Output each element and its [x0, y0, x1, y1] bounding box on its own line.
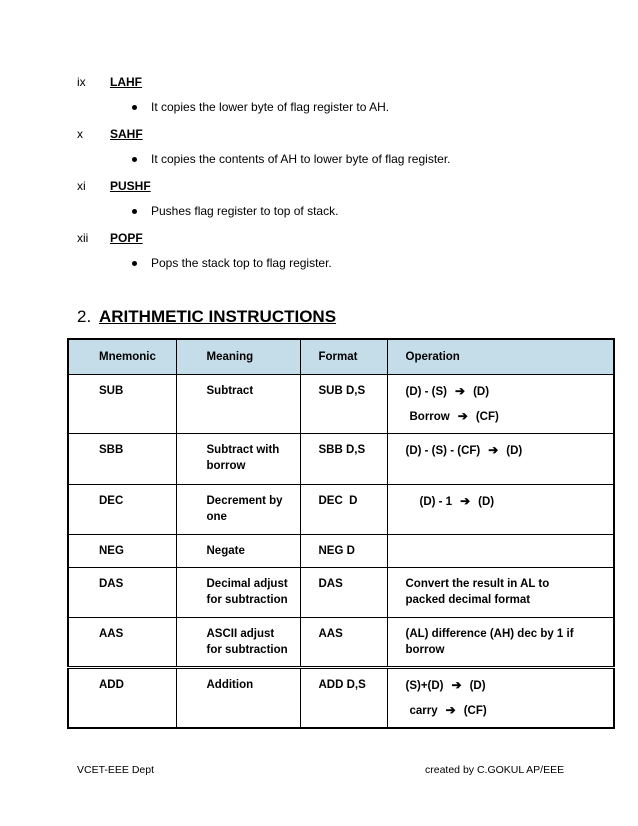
op-lhs: (D) - (S) [405, 386, 448, 398]
cell-format: DEC D [318, 495, 358, 507]
bullet-icon [132, 209, 137, 214]
item-number-xi: xi [77, 179, 86, 193]
section-number: 2. [77, 307, 92, 326]
cell-mnemonic: NEG [99, 545, 124, 557]
op-lhs: (D) - (S) - (CF) [405, 445, 481, 457]
op-lhs: (D) - 1 [419, 496, 453, 508]
op-lhs: carry [409, 705, 438, 717]
header-operation: Operation [387, 339, 614, 375]
table-row [68, 568, 614, 618]
desc-text: Pops the stack top to flag register. [151, 256, 332, 270]
cell-operation [406, 669, 614, 719]
cell-meaning: Addition [206, 679, 254, 691]
section-title: ARITHMETIC INSTRUCTIONS [99, 307, 337, 326]
footer-left: VCET-EEE Dept [77, 764, 155, 776]
cell-mnemonic: SUB [99, 385, 124, 397]
cell-format: AAS [318, 628, 343, 640]
footer-right: created by C.GOKUL AP/EEE [425, 764, 565, 776]
cell-format: SBB D,S [318, 444, 366, 456]
cell-operation [406, 375, 614, 425]
table-header-row [68, 339, 614, 375]
cell-operation [406, 535, 614, 543]
header-meaning: Meaning [176, 339, 300, 375]
desc-text: It copies the lower byte of flag register to AH. [151, 100, 390, 114]
op-rhs: (D) [473, 386, 490, 398]
list-item-sahf-desc [132, 152, 451, 166]
op-rhs: (CF) [463, 705, 487, 717]
cell-meaning: Negate [206, 545, 245, 557]
cell-operation: Convert the result in AL to packed decimal format [405, 578, 550, 606]
cell-meaning: Subtract [206, 385, 254, 397]
cell-format: ADD D,S [318, 679, 366, 691]
cell-meaning: ASCII adjust for subtraction [206, 628, 288, 656]
cell-meaning: Decrement by one [206, 495, 283, 523]
table-row [68, 535, 614, 568]
table-row [68, 485, 614, 535]
op-rhs: (D) [506, 445, 523, 457]
op-lhs: (S)+(D) [405, 680, 444, 692]
arrow-right-icon: ➔ [455, 384, 466, 398]
item-number-xii: xii [77, 231, 89, 245]
table-row [68, 375, 614, 434]
cell-format: NEG D [318, 545, 355, 557]
mnemonic-pushf: PUSHF [110, 179, 151, 193]
op-rhs: (CF) [475, 411, 499, 423]
item-number-x: x [77, 127, 83, 141]
cell-operation [406, 434, 614, 459]
arrow-right-icon: ➔ [445, 703, 456, 717]
cell-operation [406, 485, 614, 510]
mnemonic-popf: POPF [110, 231, 143, 245]
cell-mnemonic: DAS [99, 578, 124, 590]
op-rhs: (D) [469, 680, 486, 692]
table-row [68, 668, 614, 728]
cell-meaning: Subtract with borrow [206, 444, 280, 472]
cell-format: SUB D,S [318, 385, 366, 397]
arrow-right-icon: ➔ [460, 494, 471, 508]
item-number-ix: ix [77, 75, 86, 89]
bullet-icon [132, 157, 137, 162]
cell-operation: (AL) difference (AH) dec by 1 if borrow [405, 628, 574, 656]
header-format: Format [300, 339, 387, 375]
op-lhs: Borrow [409, 411, 450, 423]
arithmetic-instructions-table [67, 338, 615, 729]
cell-meaning: Decimal adjust for subtraction [206, 578, 288, 606]
op-rhs: (D) [478, 496, 495, 508]
mnemonic-lahf: LAHF [110, 75, 142, 89]
arrow-right-icon: ➔ [488, 443, 499, 457]
bullet-icon [132, 105, 137, 110]
cell-mnemonic: ADD [99, 679, 124, 691]
list-item-lahf-desc [132, 100, 389, 114]
desc-text: Pushes flag register to top of stack. [151, 204, 339, 218]
cell-mnemonic: AAS [99, 628, 124, 640]
list-item-pushf-desc [132, 204, 338, 218]
cell-format: DAS [318, 578, 343, 590]
header-mnemonic: Mnemonic [68, 339, 176, 375]
cell-mnemonic: DEC [99, 495, 124, 507]
table-row [68, 618, 614, 668]
desc-text: It copies the contents of AH to lower byte of flag register. [151, 152, 451, 166]
arrow-right-icon: ➔ [457, 409, 468, 423]
mnemonic-sahf: SAHF [110, 127, 143, 141]
table-row [68, 434, 614, 485]
bullet-icon [132, 261, 137, 266]
cell-mnemonic: SBB [99, 444, 124, 456]
list-item-popf-desc [132, 256, 332, 270]
arrow-right-icon: ➔ [451, 678, 462, 692]
